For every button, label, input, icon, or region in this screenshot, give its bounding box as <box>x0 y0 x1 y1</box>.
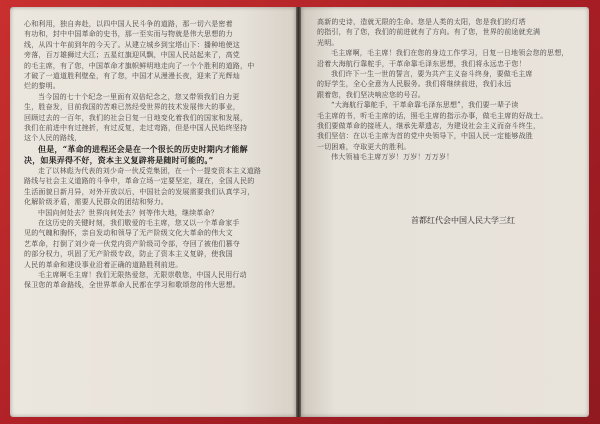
text-line: 走了以林彪为代表的刘少奇一伙反党集团，在一个一提变资本主义道路 <box>38 166 262 175</box>
text-line: 当今国的七十个纪念一里面有双倍纪念之，您又带领我们自力更 <box>38 92 240 101</box>
text-line: 化解阶级矛盾，需要人民群众的团结和努力。 <box>24 198 168 207</box>
text-line: 旁落，百万雄狮过大江；五星红旗迎风飘，中国人民站起来了，高党 <box>24 51 240 60</box>
text-line: 烂的黎明。 <box>24 82 60 91</box>
right-page <box>301 7 589 417</box>
text-line: 路线与社会主义道路的斗争中，革命立场一定要坚定，现在，全国人民的 <box>24 177 255 186</box>
text-line: 伟大领袖毛主席万岁！万岁！万万岁！ <box>331 153 454 162</box>
text-line: 一切困难，夺取更大的胜利。 <box>317 142 411 151</box>
text-line: 见的气魄和胸怀，亲自发动和领导了无产阶级文化大革命的伟大文 <box>24 229 233 238</box>
text-line: 毛主席的书，听毛主席的话，照毛主席的指示办事，做毛主席的好战士。 <box>317 111 548 120</box>
text-line: 艺革命，打倒了刘少奇一伙党内资产阶级司令部，夺回了被他们篡夺 <box>24 239 240 248</box>
text-line: 线，从四十年前到年的今天了。从建立城乡到宝塔山下：播种地使这 <box>24 40 240 49</box>
text-line: 的指引，有了您，我们的前进就有了方向。有了您，世界的前途就充满 <box>317 28 541 37</box>
left-page-text <box>24 19 284 291</box>
text-line: 沿着大海航行靠舵手，干革命靠毛泽东思想，我们将永远忠于您！ <box>317 59 526 68</box>
text-line: 的毛主席，有了您，中国革命才旗帜鲜明地走向了一个个胜利的道路，中 <box>24 61 255 70</box>
text-line: 这个人民的路线， <box>24 134 82 143</box>
text-line: 跟着您，我们坚决响应您的号召。 <box>317 90 425 99</box>
text-line: 光明。 <box>317 38 339 47</box>
text-line: 我们许下一生一世的誓言，要为共产主义奋斗终身，要做毛主席 <box>331 70 533 79</box>
text-line: 的好学生，全心全意为人民服务。我们将继续前进，我们永远 <box>317 80 512 89</box>
text-line: 生活面貌日新月异，对外开放以后，中国社会的发展需要我们认真学习， <box>24 187 255 196</box>
text-line: 高新的史诗，造就无限的生命。您是人类的太阳，您是我们的灯塔 <box>317 18 526 26</box>
text-line: 中国向何处去？世界向何处去？何等伟大地，继续革命？ <box>38 208 218 217</box>
text-line: 毛主席啊，毛主席！我们在您的身边工作学习，日复一日地领会您的思想， <box>331 49 569 58</box>
text-line: “大海航行靠舵手，干革命靠毛泽东思想”，我们要一辈子读 <box>331 101 519 110</box>
signature: 首都红代会中国人民大学三红 <box>411 216 515 225</box>
left-page <box>10 7 296 417</box>
text-line: 毛主席啊毛主席！我们无限热爱您，无限崇敬您，中国人民用行动 <box>38 270 247 279</box>
text-line: 保卫您的革命路线，全世界革命人民都在学习和歌颂您的伟大思想。 <box>24 281 240 290</box>
right-page-text <box>317 17 577 163</box>
text-line: 决，如果弄得不好，资本主义复辟将是随时可能的。” <box>24 154 214 165</box>
text-line: 但是，“革命的进程还会是在一个很长的历史时期内才能解 <box>38 143 248 154</box>
text-line: 才破了一道道胜利壁垒，有了您，中国才从漫漫长夜，迎来了光辉灿 <box>24 72 240 81</box>
text-line: 人民的革命和建设事业沿着正确的道路胜利前进。 <box>24 260 183 269</box>
text-line: 生，胜奋发，目前我国的苦难已然经受世界的技术发展伟大的事业， <box>24 103 240 112</box>
text-line: 我们坚信：在以毛主席为首的党中央领导下，中国人民一定能够战胜 <box>317 132 533 141</box>
text-line: 在这历史的关键时刻，我们敬爱的毛主席，您又以一个革命家手 <box>38 218 240 227</box>
text-line: 我们要做革命的接班人，继承先辈遗志，为建设社会主义而奋斗终生， <box>317 122 541 131</box>
text-line: 有功和，封中中国革命的史书，那一至实而与物就是伟大思想的力 <box>24 30 233 39</box>
text-line: 回顾过去的一百年，我们的社会日复一日地变化着我们的国家和发展， <box>24 113 248 122</box>
text-line: 我们在前进中有过挫折，有过反复，走过弯路，但是中国人民始终坚持 <box>24 124 248 133</box>
text-line: 的部分权力，巩固了无产阶级专政，防止了资本主义复辟，使我国 <box>24 250 233 259</box>
text-line: 心和利用，独自奔赴，以四中国人民斗争的道路，那一切六是密着 <box>24 20 233 28</box>
